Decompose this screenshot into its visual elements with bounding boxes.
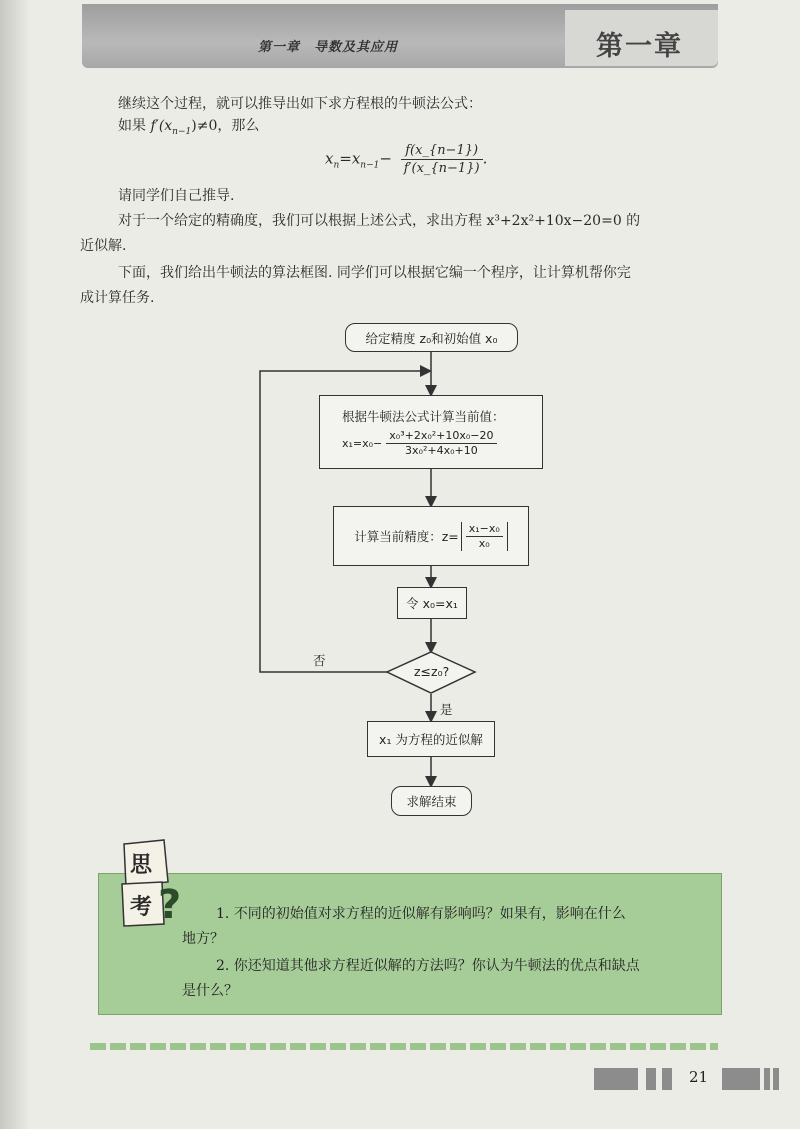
decision-label: z≤z₀? (414, 664, 450, 679)
flowchart-result: x₁ 为方程的近似解 (367, 721, 495, 757)
compute-formula-lhs: x₁=x₀− (342, 436, 383, 450)
formula-minus: − (379, 149, 392, 168)
compute-formula (342, 429, 497, 458)
compute-formula-den: 3x₀²+4x₀+10 (405, 443, 478, 457)
paragraph-2-sub: n−1 (172, 126, 192, 137)
flowchart-start: 给定精度 z₀和初始值 x₀ (345, 323, 518, 352)
think-icon-char-1: 思 (130, 852, 153, 878)
compute-title: 根据牛顿法公式计算当前值： (342, 408, 505, 424)
formula-denominator: f′(x_{n−1}) (403, 161, 480, 176)
paragraph-2-expr: f′(x (150, 118, 173, 134)
paragraph-3: 请同学们自己推导. (118, 188, 235, 204)
footer-bar-1 (594, 1068, 638, 1090)
footer-bar-3 (662, 1068, 672, 1090)
compute-formula-num: x₀³+2x₀²+10x₀−20 (386, 429, 496, 444)
chapter-header-title: 第一章 导数及其应用 (258, 40, 399, 55)
footer-bar-2 (646, 1068, 656, 1090)
flowchart-compute (319, 395, 543, 469)
paragraph-4-line2: 近似解. (80, 238, 127, 254)
page-number: 21 (689, 1068, 709, 1086)
question-2-line1: 2. 你还知道其他求方程近似解的方法吗？你认为牛顿法的优点和缺点 (216, 958, 640, 974)
flowchart-end: 求解结束 (391, 786, 472, 816)
paragraph-4-line1: 对于一个给定的精确度，我们可以根据上述公式，求出方程 x³+2x²+10x−20=0 的 (118, 213, 641, 229)
formula-lhs-sub: n (333, 160, 340, 171)
formula-end: . (482, 149, 488, 168)
formula-numerator: f(x_{n−1}) (401, 142, 483, 160)
flowchart-precision (333, 506, 529, 566)
footer-bar-6 (773, 1068, 779, 1090)
flowchart-assign: 令 x₀=x₁ (397, 587, 467, 619)
flowchart-yes-label: 是 (440, 702, 453, 717)
paragraph-2-prefix: 如果 (118, 118, 146, 134)
precision-num: x₁−x₀ (466, 522, 503, 537)
precision-abs (461, 522, 508, 551)
paragraph-1: 继续这个过程，就可以推导出如下求方程根的牛顿法公式： (118, 96, 482, 112)
flowchart-no-label: 否 (313, 653, 326, 668)
decorative-dash-row (90, 1043, 718, 1050)
question-1-line1: 1. 不同的初始值对求方程的近似解有影响吗？如果有，影响在什么 (216, 906, 626, 922)
paragraph-5-line2: 成计算任务. (80, 290, 155, 306)
question-1-line2: 地方？ (182, 931, 224, 947)
footer-bar-5 (764, 1068, 770, 1090)
footer-bar-4 (722, 1068, 760, 1090)
precision-label: 计算当前精度：z= (354, 529, 459, 544)
paragraph-2-suffix: )≠0，那么 (191, 118, 260, 134)
question-mark-icon: ? (158, 882, 182, 928)
compute-formula-fraction (386, 429, 496, 458)
formula-eq: =x (339, 149, 361, 168)
think-icon (118, 838, 180, 930)
precision-fraction (466, 522, 503, 551)
formula-lhs: x (325, 149, 334, 168)
chapter-tab-label: 第一章 (596, 31, 683, 62)
think-icon-char-2: 考 (130, 894, 153, 920)
paragraph-5-line1: 下面，我们给出牛顿法的算法框图. 同学们可以根据它编一个程序，让计算机帮你完 (118, 265, 631, 281)
question-2-line2: 是什么？ (182, 983, 238, 999)
formula-eq-sub: n−1 (360, 160, 380, 171)
precision-den: x₀ (478, 536, 490, 550)
